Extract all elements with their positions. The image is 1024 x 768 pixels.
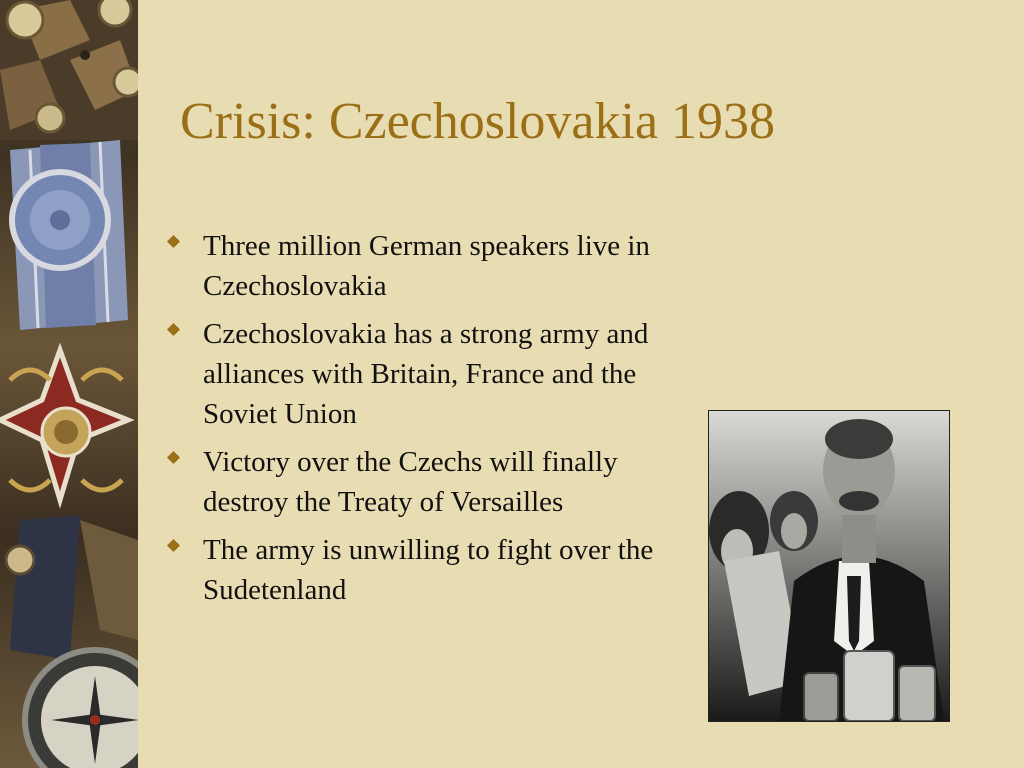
diamond-bullet-icon [167,323,180,336]
bullet-item [165,226,655,306]
bullet-item [165,314,655,434]
decorative-medal-strip [0,0,138,768]
bullet-text: Victory over the Czechs will finally destroy the Treaty of Versailles [203,446,618,518]
diamond-bullet-icon [167,451,180,464]
bullet-list [165,226,655,618]
slide-title: Crisis: Czechoslovakia 1938 [180,93,776,150]
bullet-text: Czechoslovakia has a strong army and alliances with Britain, France and the Soviet Union [203,318,649,430]
bullet-text: Three million German speakers live in Czechoslovakia [203,230,650,302]
diamond-bullet-icon [167,539,180,552]
chamberlain-photo-image [709,411,949,721]
diamond-bullet-icon [167,235,180,248]
medal-collage-image [0,0,138,768]
portrait-photo [708,410,950,722]
bullet-text: The army is unwilling to fight over the Sudetenland [203,534,654,606]
bullet-item [165,442,655,522]
bullet-item [165,530,655,610]
